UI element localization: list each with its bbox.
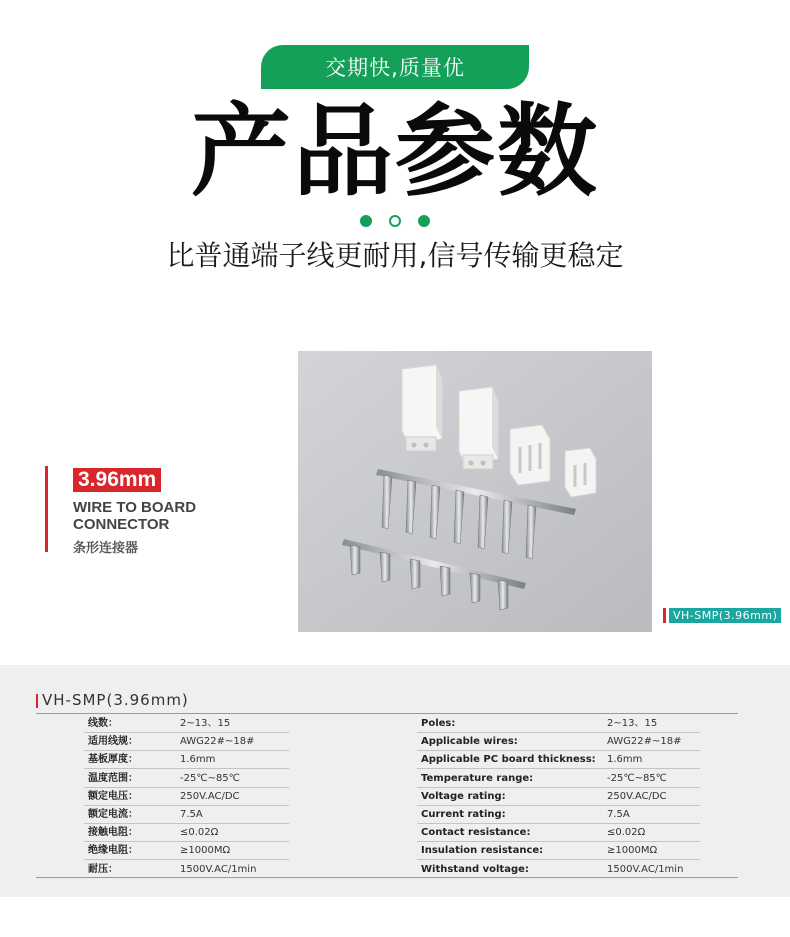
spec-cn-value: -25℃~85℃ [180,772,240,784]
dot-empty-icon [389,215,401,227]
spec-en-value: 250V.AC/DC [607,790,667,802]
spec-cn-value: AWG22#~18# [180,736,255,748]
spec-en-label: Withstand voltage: [421,863,529,875]
promo-badge: 交期快,质量优 [261,45,529,89]
page-subtitle: 比普通端子线更耐用,信号传输更稳定 [166,239,624,272]
spec-cn-value: 250V.AC/DC [180,790,240,802]
spec-cn-label: 绝缘电阻： [88,845,138,857]
caption-accent-bar [663,608,666,623]
spec-cn-value: 2~13、15 [180,718,231,729]
spec-en-label: Temperature range: [421,772,534,784]
spec-cn-label: 温度范围： [88,772,138,784]
spec-en-label: Applicable PC board thickness: [421,754,596,766]
spec-en-value: 2~13、15 [607,718,658,729]
dots-indicator [0,215,790,227]
product-name-cn: 条形连接器 [73,541,139,556]
spec-en-value: 7.5A [607,809,630,820]
product-name-en-2: CONNECTOR [73,516,170,533]
spec-en-value: ≥1000MΩ [607,845,658,857]
page-title: 产品参数 [191,93,599,210]
spec-en-label: Contact resistance: [421,827,531,839]
spec-row-divider [417,768,700,769]
spec-cn-label: 耐压： [88,863,118,875]
spec-title: VH-SMP(3.96mm) [42,691,189,709]
spec-row-divider [84,823,289,824]
spec-top-rule [36,713,738,714]
spec-en-label: Insulation resistance: [421,845,544,857]
spec-row-divider [84,841,289,842]
spec-row-divider [417,841,700,842]
spec-row-divider [417,823,700,824]
spec-row-divider [84,805,289,806]
spec-en-label: Poles: [421,718,456,729]
spec-cn-value: 1500V.AC/1min [180,863,257,875]
spec-en-label: Applicable wires: [421,736,518,748]
spec-row-divider [417,859,700,860]
product-photo [298,351,652,632]
spec-row-divider [417,732,700,733]
connector-photo-illustration [298,351,652,632]
accent-bar [45,466,48,552]
spec-en-value: ≤0.02Ω [607,827,646,839]
spec-cn-value: 7.5A [180,809,203,820]
dot-filled-icon [418,215,430,227]
spec-cn-label: 适用线规： [88,736,138,748]
spec-bottom-rule [36,877,738,878]
spec-en-label: Voltage rating: [421,790,506,802]
spec-cn-label: 线数： [88,718,118,729]
spec-cn-label: 额定电压： [88,790,138,802]
spec-row-divider [84,768,289,769]
product-name-en-1: WIRE TO BOARD [73,499,197,516]
spec-cn-label: 接触电阻： [88,827,138,839]
spec-en-label: Current rating: [421,809,506,820]
spec-cn-label: 基板厚度： [88,754,138,766]
pitch-size-label: 3.96mm [73,468,161,492]
spec-cn-value: 1.6mm [180,754,216,766]
spec-row-divider [84,859,289,860]
spec-row-divider [417,787,700,788]
spec-en-value: AWG22#~18# [607,736,682,748]
spec-row-divider [84,787,289,788]
spec-en-value: 1500V.AC/1min [607,863,684,875]
spec-row-divider [417,805,700,806]
spec-row-divider [84,732,289,733]
spec-row-divider [84,750,289,751]
spec-row-divider [417,750,700,751]
dot-filled-icon [360,215,372,227]
spec-accent-bar [36,694,38,708]
spec-en-value: 1.6mm [607,754,643,766]
photo-caption: VH-SMP(3.96mm) [669,608,781,623]
spec-cn-label: 额定电流： [88,809,138,820]
spec-cn-value: ≥1000MΩ [180,845,231,857]
spec-cn-value: ≤0.02Ω [180,827,219,839]
spec-en-value: -25℃~85℃ [607,772,667,784]
